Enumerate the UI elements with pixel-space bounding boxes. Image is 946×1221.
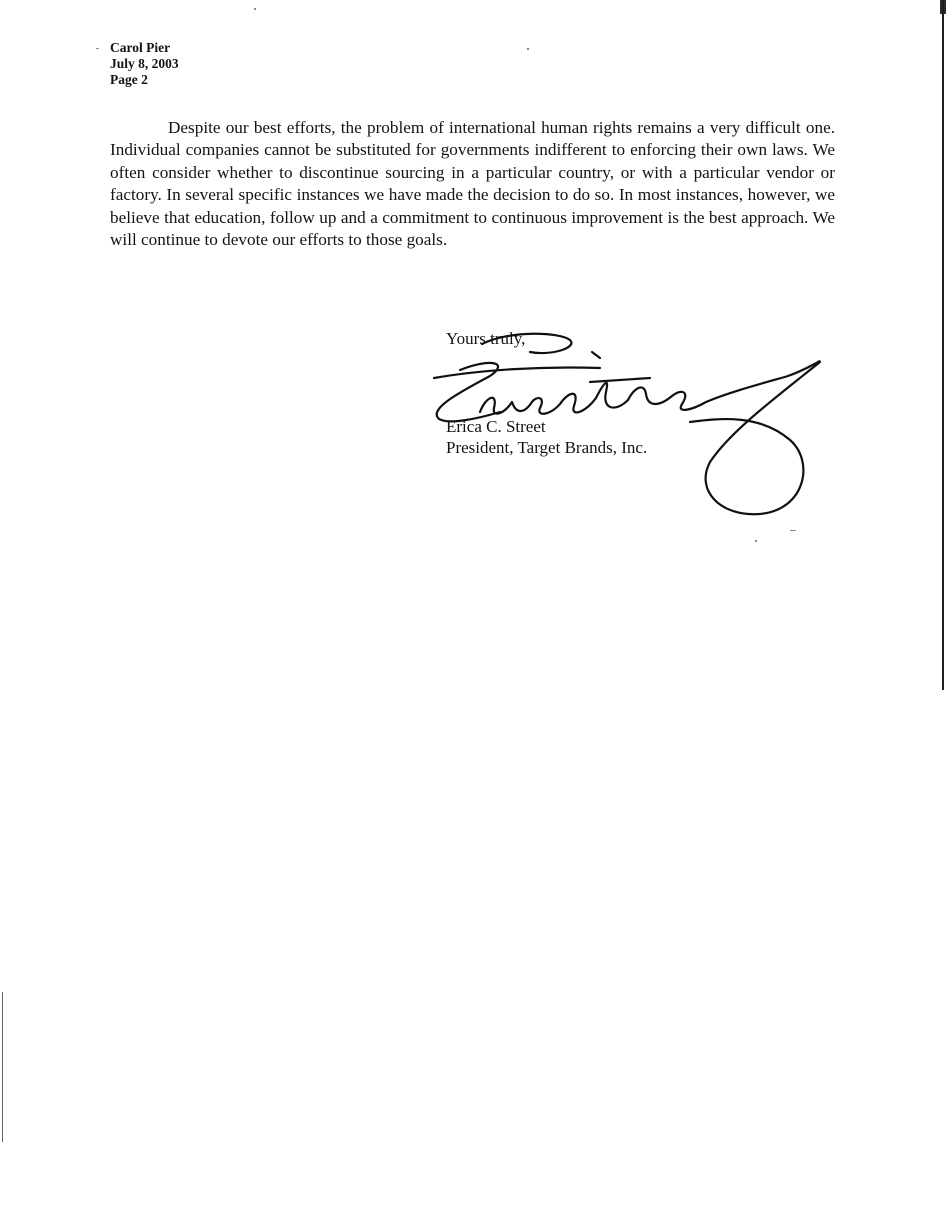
scan-speck <box>96 48 99 49</box>
scan-edge-line-left <box>2 992 3 1142</box>
scan-edge-line <box>942 0 944 690</box>
scan-speck <box>790 530 796 531</box>
recipient-name: Carol Pier <box>110 40 171 55</box>
scan-speck <box>254 8 256 10</box>
scan-speck <box>527 48 529 50</box>
letter-header <box>110 40 179 88</box>
scan-speck <box>755 540 757 542</box>
signer-name: Erica C. Street <box>446 417 546 436</box>
body-paragraph: Despite our best efforts, the problem of international human rights remains a very difficult one. Individual companies cannot be substituted for governments indifferent to enforcing their own laws. We often consider whether to discontinue sourcing in a particular country, or with a particular vendor or factory. In several specific instances we have made the decision to do so. In most instances, however, we believe that education, follow up and a commitment to continuous improvement is the best approach. We will continue to devote our efforts to those goals. <box>110 118 835 250</box>
letter-date: July 8, 2003 <box>110 56 179 71</box>
signer-title: President, Target Brands, Inc. <box>446 438 648 457</box>
closing-salutation: Yours truly, <box>446 329 526 348</box>
handwritten-signature <box>420 322 840 532</box>
page-number: Page 2 <box>110 72 148 87</box>
